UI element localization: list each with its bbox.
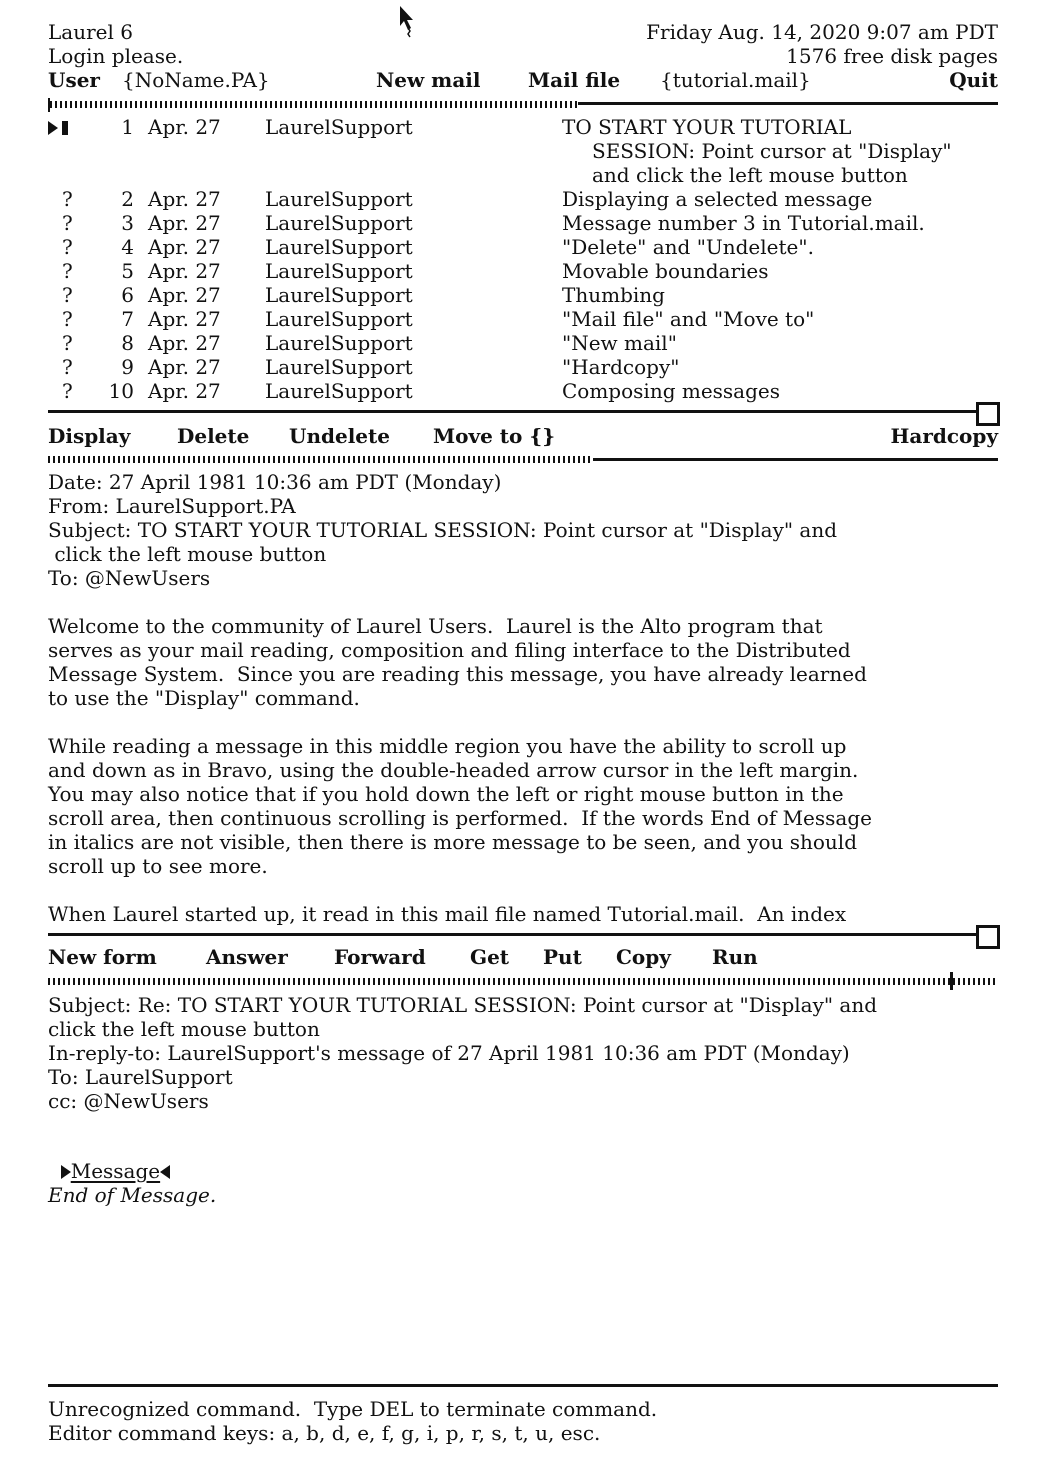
divider [48, 410, 978, 413]
mail-file-command[interactable]: Mail file [528, 68, 621, 92]
message-subject: "New mail" [562, 331, 677, 355]
unread-mark: ? [62, 259, 73, 283]
forward-command[interactable]: Forward [334, 945, 426, 969]
message-date: Apr. 27 [148, 115, 221, 139]
message-line: While reading a message in this middle region you have the ability to scroll up [48, 734, 847, 758]
toc-row[interactable] [48, 235, 998, 259]
status-line: Editor command keys: a, b, d, e, f, g, i, p, r, s, t, u, esc. [48, 1421, 601, 1445]
run-command[interactable]: Run [712, 945, 758, 969]
hardcopy-command[interactable]: Hardcopy [890, 424, 998, 448]
app-name: Laurel 6 [48, 20, 133, 44]
delete-command[interactable]: Delete [177, 424, 250, 448]
toc-row[interactable] [48, 331, 998, 355]
divider [578, 102, 998, 105]
new-mail-command[interactable]: New mail [376, 68, 481, 92]
message-date: Apr. 27 [148, 259, 221, 283]
toc-row[interactable] [48, 187, 998, 211]
message-subject: Composing messages [562, 379, 781, 403]
compose-line: click the left mouse button [48, 1017, 320, 1041]
toc-row[interactable] [48, 379, 998, 403]
put-command[interactable]: Put [543, 945, 582, 969]
message-date: Apr. 27 [148, 355, 221, 379]
message-date: Apr. 27 [148, 187, 221, 211]
message-date: Apr. 27 [148, 331, 221, 355]
message-line: and down as in Bravo, using the double-headed arrow cursor in the left margin. [48, 758, 859, 782]
unread-mark: ? [62, 283, 73, 307]
quit-command[interactable]: Quit [949, 68, 998, 92]
message-line: scroll up to see more. [48, 854, 268, 878]
field-start-icon [61, 1165, 71, 1179]
toc-row[interactable] [48, 211, 998, 235]
login-prompt: Login please. [48, 44, 184, 68]
message-field[interactable] [48, 1135, 170, 1183]
message-subject: Displaying a selected message [562, 187, 873, 211]
message-number: 7 [121, 307, 134, 331]
message-subject: "Mail file" and "Move to" [562, 307, 815, 331]
message-line: click the left mouse button [48, 542, 327, 566]
divider [48, 933, 978, 936]
datetime: Friday Aug. 14, 2020 9:07 am PDT [646, 20, 998, 44]
message-line: Welcome to the community of Laurel Users. Laurel is the Alto program that [48, 614, 823, 638]
message-sender: LaurelSupport [265, 379, 413, 403]
toc-row[interactable] [48, 115, 998, 187]
message-number: 9 [121, 355, 134, 379]
message-line: Date: 27 April 1981 10:36 am PDT (Monday) [48, 470, 502, 494]
message-line: Subject: TO START YOUR TUTORIAL SESSION: Point cursor at "Display" and [48, 518, 838, 542]
message-line [48, 878, 872, 902]
compose-editor[interactable] [48, 993, 877, 1113]
message-sender: LaurelSupport [265, 211, 413, 235]
mail-file-field[interactable]: {tutorial.mail} [660, 68, 811, 92]
disk-pages: 1576 free disk pages [786, 44, 998, 68]
message-sender: LaurelSupport [265, 115, 413, 139]
message-date: Apr. 27 [148, 211, 221, 235]
message-sender: LaurelSupport [265, 235, 413, 259]
toc-row[interactable] [48, 307, 998, 331]
message-sender: LaurelSupport [265, 331, 413, 355]
toc-row[interactable] [48, 355, 998, 379]
boundary-handle-icon[interactable] [976, 925, 1000, 949]
message-line: to use the "Display" command. [48, 686, 360, 710]
move-to-command[interactable]: Move to {} [433, 424, 556, 448]
message-line: To: @NewUsers [48, 566, 211, 590]
message-sender: LaurelSupport [265, 307, 413, 331]
message-date: Apr. 27 [148, 235, 221, 259]
message-line: serves as your mail reading, composition and filing interface to the Distributed [48, 638, 851, 662]
message-number: 6 [121, 283, 134, 307]
status-line: Unrecognized command. Type DEL to terminate command. [48, 1397, 658, 1421]
message-sender: LaurelSupport [265, 187, 413, 211]
end-of-message: End of Message. [48, 1183, 217, 1207]
message-date: Apr. 27 [148, 379, 221, 403]
compose-scroll-thumb[interactable] [48, 978, 998, 985]
message-number: 3 [121, 211, 134, 235]
message-sender: LaurelSupport [265, 355, 413, 379]
unread-mark: ? [62, 379, 73, 403]
toc-row[interactable] [48, 283, 998, 307]
message-number: 8 [121, 331, 134, 355]
message-number: 10 [108, 379, 134, 403]
message-number: 2 [121, 187, 134, 211]
message-line: When Laurel started up, it read in this mail file named Tutorial.mail. An index [48, 902, 847, 926]
message-subject: "Delete" and "Undelete". [562, 235, 814, 259]
message-date: Apr. 27 [148, 307, 221, 331]
scroll-marker [950, 972, 953, 990]
compose-line: In-reply-to: LaurelSupport's message of 27 April 1981 10:36 am PDT (Monday) [48, 1041, 850, 1065]
message-subject: TO START YOUR TUTORIAL [562, 115, 852, 139]
get-command[interactable]: Get [470, 945, 510, 969]
divider [48, 1384, 998, 1387]
unread-mark: ? [62, 211, 73, 235]
message-line: scroll area, then continuous scrolling is performed. If the words End of Message [48, 806, 872, 830]
message-scroll-thumb[interactable] [48, 456, 593, 463]
divider [593, 458, 998, 461]
copy-command[interactable]: Copy [616, 945, 671, 969]
answer-command[interactable]: Answer [206, 945, 288, 969]
field-end-icon [160, 1165, 170, 1179]
message-date: Apr. 27 [148, 283, 221, 307]
message-sender: LaurelSupport [265, 259, 413, 283]
message-line: From: LaurelSupport.PA [48, 494, 296, 518]
message-subject: Thumbing [562, 283, 665, 307]
mouse-cursor-icon [398, 4, 418, 40]
toc-scroll-thumb[interactable] [50, 101, 578, 108]
message-subject: Movable boundaries [562, 259, 769, 283]
unread-mark: ? [62, 235, 73, 259]
toc-row[interactable] [48, 259, 998, 283]
new-form-command[interactable]: New form [48, 945, 157, 969]
display-command[interactable]: Display [48, 424, 131, 448]
message-field-label: Message [70, 1159, 161, 1183]
message-number: 1 [121, 115, 134, 139]
message-subject: SESSION: Point cursor at "Display" [592, 139, 952, 163]
message-subject: "Hardcopy" [562, 355, 680, 379]
message-number: 4 [121, 235, 134, 259]
compose-line: cc: @NewUsers [48, 1089, 209, 1113]
message-number: 5 [121, 259, 134, 283]
unread-mark: ? [62, 355, 73, 379]
user-field[interactable]: {NoName.PA} [122, 68, 270, 92]
message-subject: Message number 3 in Tutorial.mail. [562, 211, 925, 235]
unread-mark: ? [62, 331, 73, 355]
message-line: in italics are not visible, then there is more message to be seen, and you should [48, 830, 858, 854]
message-line: Message System. Since you are reading this message, you have already learned [48, 662, 867, 686]
compose-line: Subject: Re: TO START YOUR TUTORIAL SESSION: Point cursor at "Display" and [48, 993, 878, 1017]
message-display[interactable] [48, 470, 872, 926]
message-subject: and click the left mouse button [592, 163, 908, 187]
message-line [48, 590, 872, 614]
unread-mark: ? [62, 307, 73, 331]
message-sender: LaurelSupport [265, 283, 413, 307]
message-line: You may also notice that if you hold down the left or right mouse button in the [48, 782, 844, 806]
unread-mark: ? [62, 187, 73, 211]
message-line [48, 710, 872, 734]
compose-line: To: LaurelSupport [48, 1065, 233, 1089]
boundary-handle-icon[interactable] [976, 402, 1000, 426]
user-command[interactable]: User [48, 68, 100, 92]
undelete-command[interactable]: Undelete [289, 424, 390, 448]
